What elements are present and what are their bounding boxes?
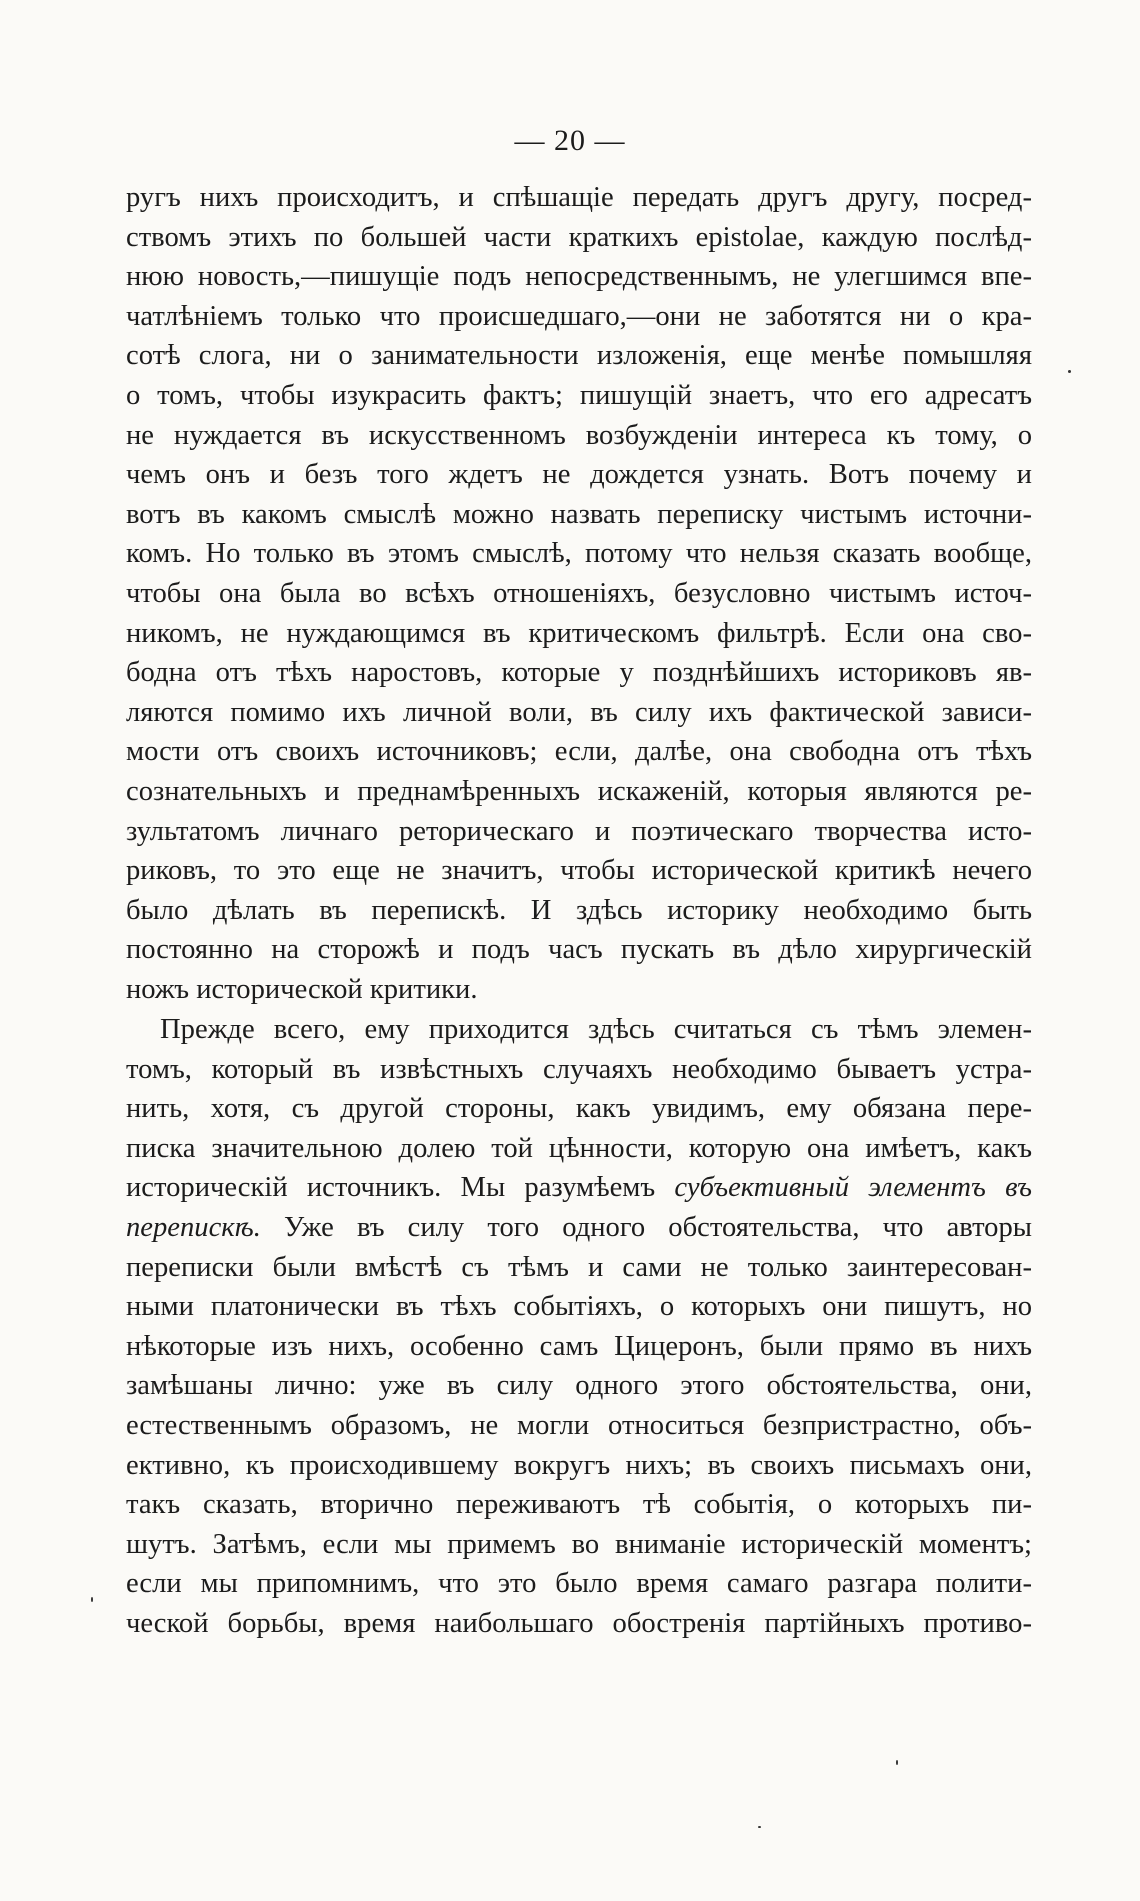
text-line: ляются помимо ихъ личной воли, въ силу ихъ фактической зависи-: [126, 696, 1032, 728]
text-line: переписки были вмѣстѣ съ тѣмъ и сами не только заинтересован-: [126, 1251, 1032, 1283]
text-line: комъ. Но только въ этомъ смыслѣ, потому что нельзя сказать вообще,: [126, 538, 1032, 570]
text-line: бодна отъ тѣхъ наростовъ, которые у позднѣйшихъ историковъ яв-: [126, 657, 1032, 689]
text-fragment: Уже въ силу того одного обстоятельства, что авторы: [284, 1211, 1032, 1243]
text-line: чтобы она была во всѣхъ отношеніяхъ, безусловно чистымъ источ-: [126, 577, 1032, 609]
text-line: чатлѣніемъ только что происшедшаго,—они не заботятся ни о кра-: [126, 300, 1032, 332]
text-line: Прежде всего, ему приходится здѣсь считаться съ тѣмъ элемен-: [160, 1014, 1032, 1045]
italic-term: перепискѣ.: [126, 1211, 261, 1243]
text-line: естественнымъ образомъ, не могли относиться безпристрастно, объ-: [126, 1409, 1032, 1441]
italic-term: субъективный элементъ въ: [674, 1172, 1032, 1204]
text-line: зультатомъ личнаго реторическаго и поэтическаго творчества исто-: [126, 815, 1032, 847]
page-number: — 20 —: [514, 124, 626, 157]
text-line: сотѣ слога, ни о занимательности изложенія, еще менѣе помышляя: [126, 340, 1032, 372]
text-line: о томъ, чтобы изукрасить фактъ; пишущій знаетъ, что его адресатъ: [126, 379, 1032, 411]
paragraph-1: [126, 178, 1032, 1009]
text-line: писка значительною долею той цѣнности, которую она имѣетъ, какъ: [126, 1132, 1032, 1164]
text-fragment: историческій источникъ. Мы разумѣемъ: [126, 1172, 656, 1204]
text-line: ствомъ этихъ по большей части краткихъ epistolae, каждую послѣд-: [126, 221, 1032, 253]
text-line: томъ, который въ извѣстныхъ случаяхъ необходимо бываетъ устра-: [126, 1053, 1032, 1085]
text-line: нюю новость,—пишущіе подъ непосредственнымъ, не улегшимся впе-: [126, 261, 1032, 293]
text-line: если мы припомнимъ, что это было время самаго разгара полити-: [126, 1568, 1032, 1600]
text-line: никомъ, не нуждающимся въ критическомъ фильтрѣ. Если она сво-: [126, 617, 1032, 649]
text-line-with-italic: [126, 1168, 1032, 1208]
text-line: такъ сказать, вторично переживаютъ тѣ событія, о которыхъ пи-: [126, 1489, 1032, 1521]
text-line: нѣкоторые изъ нихъ, особенно самъ Цицеронъ, были прямо въ нихъ: [126, 1330, 1032, 1362]
text-line: замѣшаны лично: уже въ силу одного этого обстоятельства, они,: [126, 1370, 1032, 1402]
print-speck: [758, 1826, 761, 1828]
paragraph-2: [126, 1010, 1032, 1644]
text-line: не нуждается въ искусственномъ возбужденіи интереса къ тому, о: [126, 419, 1032, 451]
text-line: чемъ онъ и безъ того ждетъ не дождется узнать. Вотъ почему и: [126, 459, 1032, 491]
text-line: было дѣлать въ перепискѣ. И здѣсь историку необходимо быть: [126, 894, 1032, 926]
text-line: ругъ нихъ происходитъ, и спѣшащіе передать другъ другу, посред-: [126, 182, 1032, 213]
text-line: сознательныхъ и преднамѣренныхъ искаженій, которыя являются ре-: [126, 775, 1032, 807]
text-line: риковъ, то это еще не значитъ, чтобы исторической критикѣ нечего: [126, 855, 1032, 887]
print-speck: [896, 1760, 898, 1765]
text-line-with-italic: [126, 1208, 1032, 1248]
text-line: мости отъ своихъ источниковъ; если, далѣе, она свободна отъ тѣхъ: [126, 736, 1032, 768]
print-speck: [91, 1597, 93, 1602]
print-speck: [1068, 370, 1071, 373]
text-line: постоянно на сторожѣ и подъ часъ пускать въ дѣло хирургическій: [126, 934, 1032, 966]
text-line: шутъ. Затѣмъ, если мы примемъ во вниманіе историческій моментъ;: [126, 1528, 1032, 1560]
text-line: ными платонически въ тѣхъ событіяхъ, о которыхъ они пишутъ, но: [126, 1291, 1032, 1323]
text-line: ножъ исторической критики.: [126, 973, 478, 1005]
text-line: ческой борьбы, время наибольшаго обостренія партійныхъ противо-: [126, 1607, 1032, 1639]
text-line: нить, хотя, съ другой стороны, какъ увидимъ, ему обязана пере-: [126, 1093, 1032, 1125]
text-line: ективно, къ происходившему вокругъ нихъ; въ своихъ письмахъ они,: [126, 1449, 1032, 1481]
text-line: вотъ въ какомъ смыслѣ можно назвать переписку чистымъ источни-: [126, 498, 1032, 530]
